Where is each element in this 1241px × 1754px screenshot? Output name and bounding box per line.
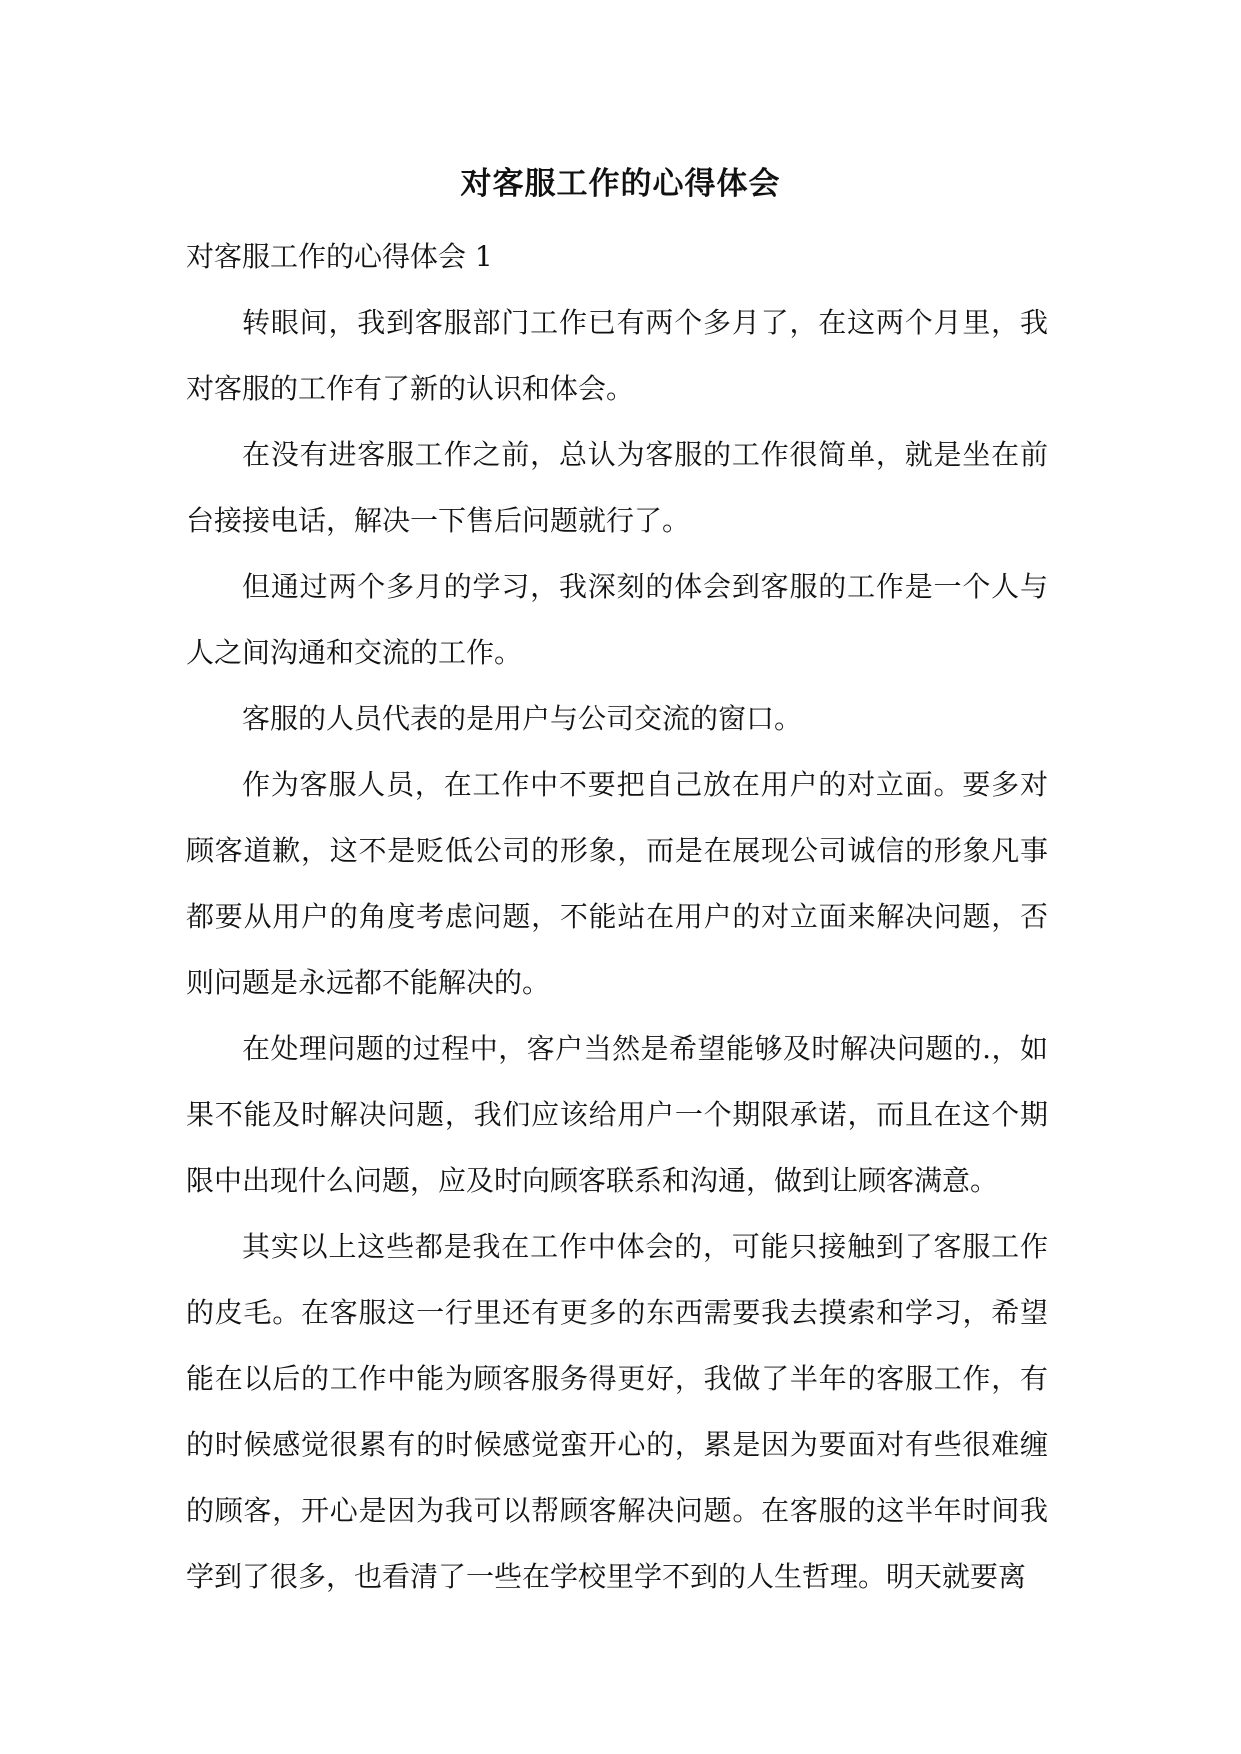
paragraph: 在没有进客服工作之前，总认为客服的工作很简单，就是坐在前台接接电话，解决一下售后问题就行了。 <box>186 438 1048 537</box>
paragraph: 但通过两个多月的学习，我深刻的体会到客服的工作是一个人与人之间沟通和交流的工作。 <box>186 570 1048 669</box>
paragraph: 其实以上这些都是我在工作中体会的，可能只接触到了客服工作的皮毛。在客服这一行里还有更多的东西需要我去摸索和学习，希望能在以后的工作中能为顾客服务得更好，我做了半年的客服工作，有的时候感觉很累有的时候感觉蛮开心的，累是因为要面对有些很难缠的顾客，开心是因为我可以帮顾客解决问题。在客服的这半年时间我学到了很多，也看清了一些在学校里学不到的人生哲理。明天就要离 <box>186 1230 1048 1593</box>
document-title: 对客服工作的心得体会 <box>460 166 781 202</box>
paragraph: 转眼间，我到客服部门工作已有两个多月了，在这两个月里，我对客服的工作有了新的认识和体会。 <box>186 306 1048 405</box>
section-heading: 对客服工作的心得体会 1 <box>186 240 493 273</box>
document-body <box>186 224 1048 1610</box>
paragraph: 作为客服人员，在工作中不要把自己放在用户的对立面。要多对顾客道歉，这不是贬低公司的形象，而是在展现公司诚信的形象凡事都要从用户的角度考虑问题，不能站在用户的对立面来解决问题，否则问题是永远都不能解决的。 <box>186 768 1048 999</box>
paragraph: 在处理问题的过程中，客户当然是希望能够及时解决问题的.，如果不能及时解决问题，我们应该给用户一个期限承诺，而且在这个期限中出现什么问题，应及时向顾客联系和沟通，做到让顾客满意。 <box>186 1032 1048 1197</box>
paragraph: 客服的人员代表的是用户与公司交流的窗口。 <box>242 702 803 735</box>
